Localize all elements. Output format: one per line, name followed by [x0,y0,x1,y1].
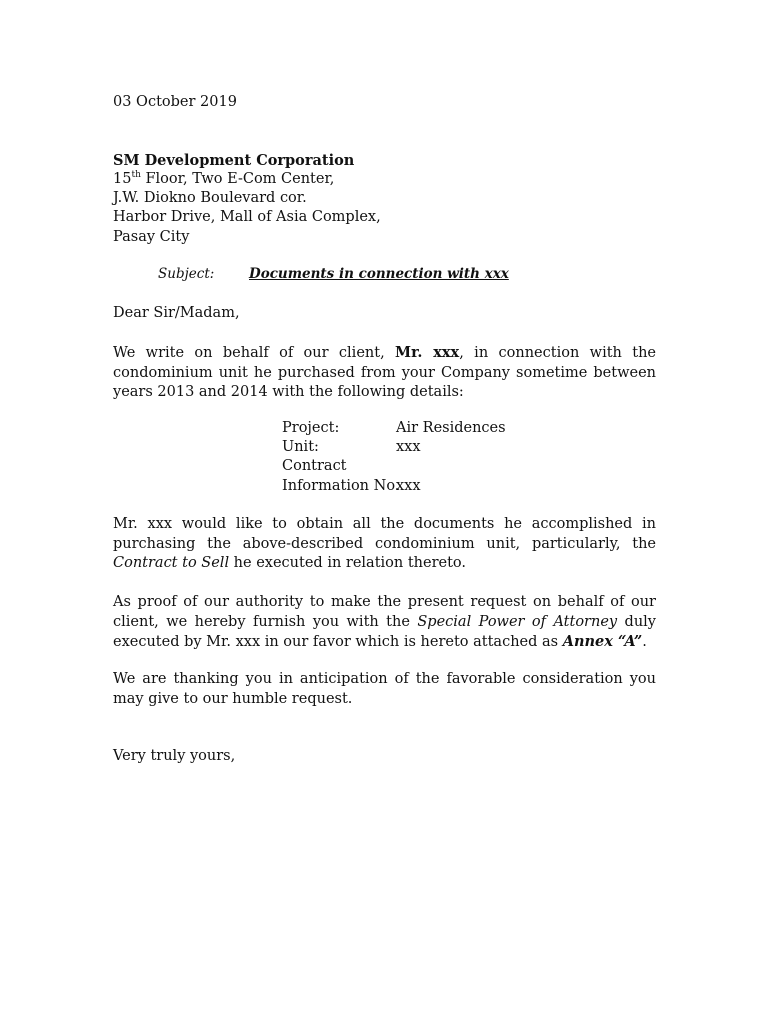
floor-suffix: th [131,170,141,180]
para1-before: We write on behalf of our client, [113,345,396,361]
letter-date: 03 October 2019 [113,94,237,110]
paragraph-4: We are thanking you in anticipation of the favorable consideration you may give to our humble request. [113,671,656,707]
para2-before: Mr. xxx would like to obtain all the documents he accomplished in purchasing the above-described condominium unit, particularly, the [113,516,656,552]
para3-middle: duly executed by Mr. xxx in our favor which is hereto attached as [113,613,657,650]
para3-after: . [642,634,647,650]
detail-value-unit: xxx [396,439,421,455]
para1-after: , in connection with the condominium unit he purchased from your Company sometime between years 2013 and 2014 with the following details: [113,345,656,400]
recipient-address-line1 [113,170,334,189]
salutation: Dear Sir/Madam, [113,305,240,321]
para2-after: he executed in relation thereto. [229,555,467,571]
detail-value-information-no: xxx [396,478,421,494]
recipient-address-line2: J.W. Diokno Boulevard cor. [113,190,307,206]
floor-number: 15 [113,171,132,187]
special-power-of-attorney: Special Power of Attorney [417,613,618,630]
detail-label-information-no: Information No. [282,478,400,494]
detail-value-project: Air Residences [396,420,506,436]
annex-reference: Annex “A” [562,633,643,650]
client-name: Mr. xxx [395,344,460,361]
detail-label-unit: Unit: [282,439,319,455]
subject-label: Subject: [158,266,215,282]
floor-rest: Floor, Two E-Com Center, [140,171,335,187]
recipient-address-line4: Pasay City [113,229,190,245]
contract-to-sell: Contract to Sell [113,555,230,571]
detail-label-contract: Contract [282,458,347,474]
para3-before: As proof of our authority to make the present request on behalf of our client, we hereby furnish you with the [113,594,656,630]
detail-label-project: Project: [282,420,340,436]
paragraph-3 [113,593,656,653]
recipient-address-line3: Harbor Drive, Mall of Asia Complex, [113,209,381,225]
paragraph-2 [113,515,656,574]
paragraph-1 [113,343,656,403]
closing: Very truly yours, [113,748,236,764]
subject-text: Documents in connection with xxx [249,266,509,282]
recipient-name: SM Development Corporation [113,152,355,169]
